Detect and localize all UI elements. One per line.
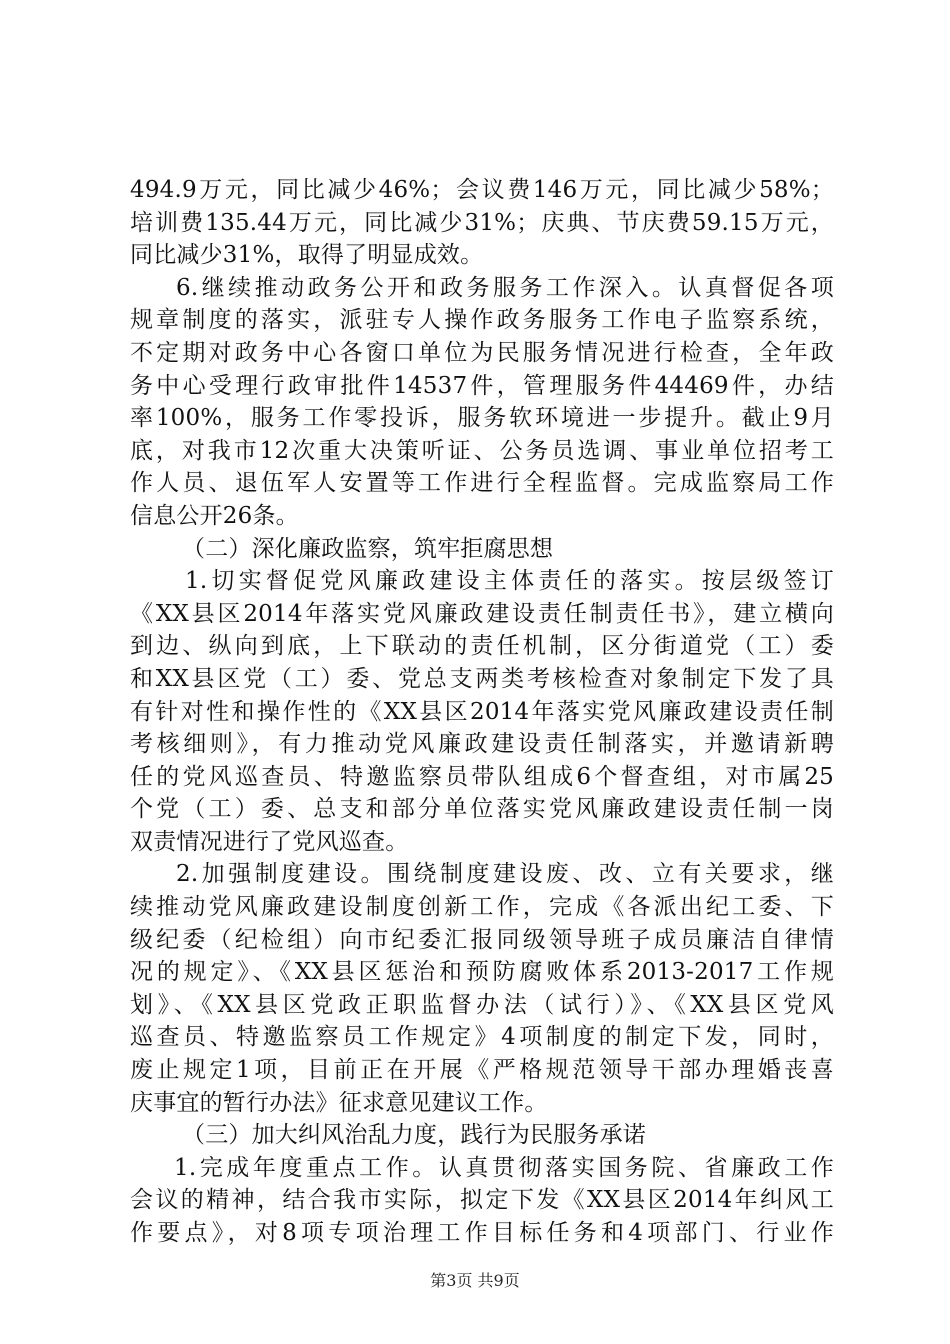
paragraph-start: 1.切实督促党风廉政建设主体责任的落实。按层级签订 <box>185 568 834 595</box>
text-line: 不定期对政务中心各窗口单位为民服务情况进行检查，全年政 <box>130 339 834 366</box>
text-line: 个党（工）委、总支和部分单位落实党风廉政建设责任制一岗 <box>130 796 834 823</box>
paragraph-start: 1.完成年度重点工作。认真贯彻落实国务院、省廉政工作 <box>174 1154 834 1181</box>
text-line: 494.9万元，同比减少46%；会议费146万元，同比减少58%； <box>130 177 834 203</box>
text-line: 任的党风巡查员、特邀监察员带队组成6个督查组，对市属25 <box>130 763 834 790</box>
text-line: 况的规定》、《XX县区惩治和预防腐败体系2013-2017工作规 <box>130 959 834 986</box>
text-line: 续推动党风廉政建设制度创新工作，完成《各派出纪工委、下 <box>130 894 834 921</box>
text-line: 作人员、退伍军人安置等工作进行全程监督。完成监察局工作 <box>130 470 834 497</box>
paragraph-start: 6.继续推动政务公开和政务服务工作深入。认真督促各项 <box>176 274 834 301</box>
text-line: 和XX县区党（工）委、党总支两类考核检查对象制定下发了具 <box>130 665 834 692</box>
text-line: 到边、纵向到底，上下联动的责任机制，区分街道党（工）委 <box>130 633 834 660</box>
paragraph-start: 2.加强制度建设。围绕制度建设废、改、立有关要求，继 <box>176 861 834 888</box>
section-heading: （三）加大纠风治乱力度，践行为民服务承诺 <box>182 1122 646 1149</box>
text-line: 级纪委（纪检组）向市纪委汇报同级领导班子成员廉洁自律情 <box>130 926 834 953</box>
text-line: 率100%，服务工作零投诉，服务软环境进一步提升。截止9月 <box>130 405 834 432</box>
text-line: 划》、《XX县区党政正职监督办法（试行）》、《XX县区党风 <box>130 991 834 1018</box>
text-line: 废止规定1项，目前正在开展《严格规范领导干部办理婚丧喜 <box>130 1057 834 1084</box>
document-body <box>130 174 834 1250</box>
text-line: 《XX县区2014年落实党风廉政建设责任制责任书》，建立横向 <box>130 600 834 627</box>
text-line: 考核细则》，有力推动党风廉政建设责任制落实，并邀请新聘 <box>130 731 834 758</box>
text-line: 有针对性和操作性的《XX县区2014年落实党风廉政建设责任制 <box>130 698 834 725</box>
text-line: 务中心受理行政审批件14537件，管理服务件44469件，办结 <box>130 372 834 399</box>
text-line: 会议的精神，结合我市实际，拟定下发《XX县区2014年纠风工 <box>130 1187 834 1214</box>
text-line: 作要点》，对8项专项治理工作目标任务和4项部门、行业作 <box>130 1220 834 1246</box>
text-line: 巡查员、特邀监察员工作规定》4项制度的制定下发，同时， <box>130 1024 834 1051</box>
text-line: 培训费135.44万元，同比减少31%；庆典、节庆费59.15万元， <box>130 209 834 236</box>
text-line: 信息公开26条。 <box>130 502 299 529</box>
text-line: 同比减少31%，取得了明显成效。 <box>130 242 484 269</box>
page-number-footer: 第3页 共9页 <box>430 1271 520 1290</box>
text-line: 庆事宜的暂行办法》征求意见建议工作。 <box>130 1089 548 1116</box>
text-line: 规章制度的落实，派驻专人操作政务服务工作电子监察系统， <box>130 307 834 334</box>
text-line: 底，对我市12次重大决策听证、公务员选调、事业单位招考工 <box>130 437 834 464</box>
section-heading: （二）深化廉政监察，筑牢拒腐思想 <box>182 535 554 562</box>
text-line: 双责情况进行了党风巡查。 <box>130 828 409 855</box>
